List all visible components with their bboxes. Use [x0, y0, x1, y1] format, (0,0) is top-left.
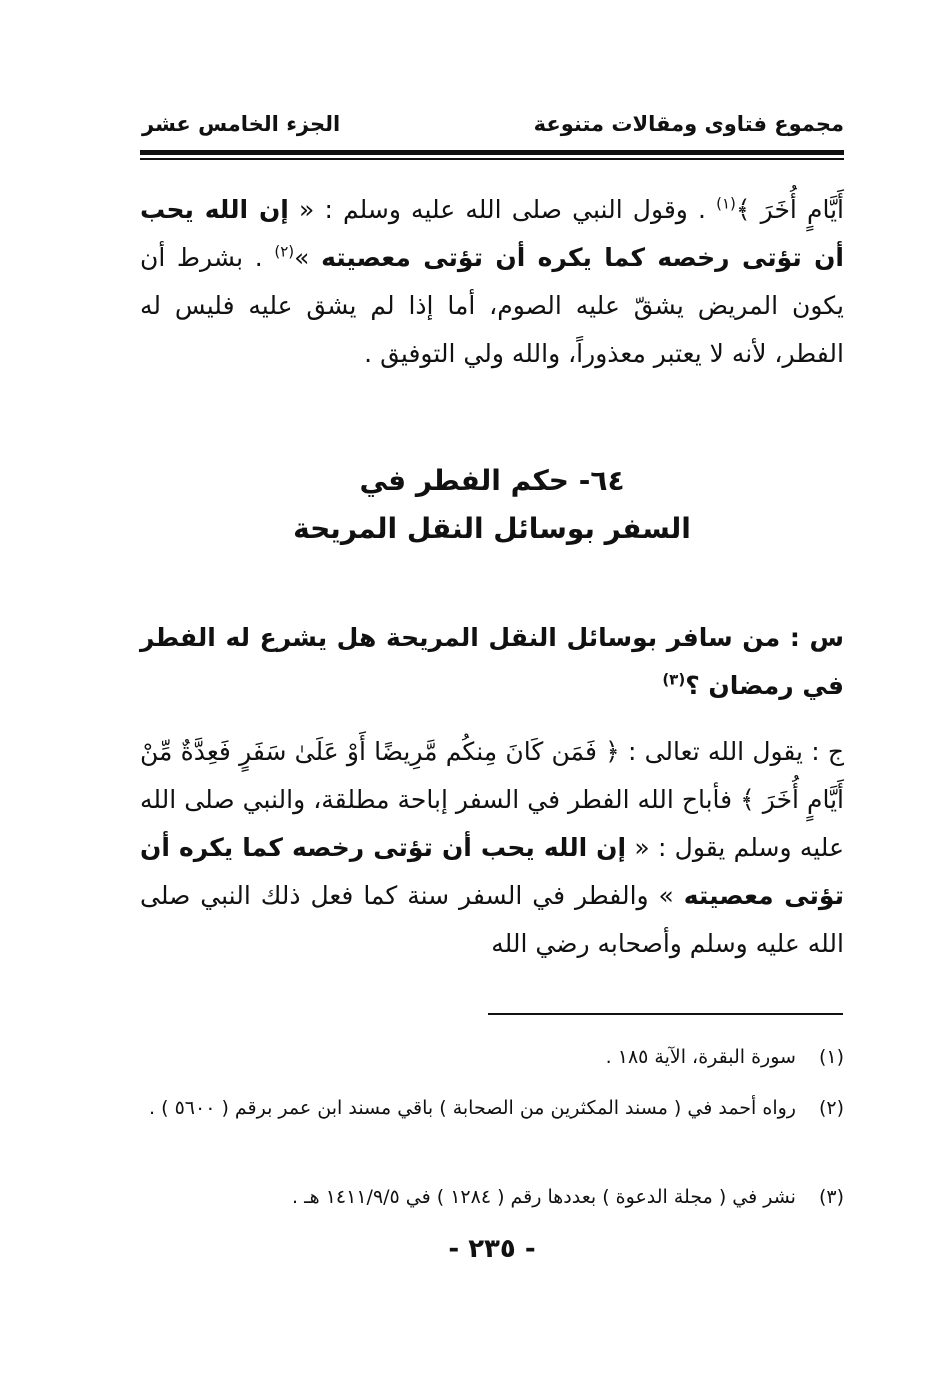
footnote-3	[140, 1180, 844, 1215]
question	[140, 614, 844, 710]
footnote-number: (٣)	[818, 1186, 844, 1208]
answer	[140, 728, 844, 968]
footnote-text: رواه أحمد في ( مسند المكثرين من الصحابة ) باقي مسند ابن عمر برقم ( ٥٦٠٠ ) .	[149, 1097, 796, 1119]
hadith-text: إن الله يحب أن تؤتى رخصه كما يكره أن تؤتى معصيته	[140, 195, 844, 272]
answer-hadith: إن الله يحب أن تؤتى رخصه كما يكره أن تؤتى معصيته	[140, 833, 844, 910]
footnote-mark-2: (٢)	[274, 242, 295, 261]
footnote-text: سورة البقرة، الآية ١٨٥ .	[605, 1046, 796, 1068]
intro-paragraph	[140, 186, 844, 378]
answer-text-2: » والفطر في السفر سنة كما فعل ذلك النبي صلى الله عليه وسلم وأصحابه رضي الله	[140, 881, 844, 958]
footnote-1	[140, 1040, 844, 1075]
page-number: - ٢٣٥ -	[448, 1234, 536, 1264]
footnote-number: (٢)	[818, 1097, 844, 1119]
section-title-line2: السفر بوسائل النقل المريحة	[293, 512, 691, 545]
section-title-line1: ٦٤- حكم الفطر في	[359, 464, 625, 497]
question-text: س : من سافر بوسائل النقل المريحة هل يشرع له الفطر في رمضان ؟	[140, 623, 844, 700]
footnote-text: نشر في ( مجلة الدعوة ) بعددها رقم ( ١٢٨٤ ) في ١٤١١/٩/٥ هـ .	[292, 1186, 796, 1208]
footnote-number: (١)	[818, 1046, 844, 1068]
intro-text-2: . بشرط أن يكون المريض يشقّ عليه الصوم، أما إذا لم يشق عليه فليس له الفطر، لأنه لا يعتبر معذوراً، والله ولي التوفيق .	[140, 243, 844, 368]
footnote-2	[140, 1091, 844, 1126]
header-rule-thin	[140, 158, 844, 160]
hadith-close: »	[294, 243, 310, 272]
book-title: مجموع فتاوى ومقالات متنوعة	[533, 112, 844, 136]
footnote-separator	[488, 1013, 843, 1015]
quran-tail: أَيَّامٍ أُخَرَ ﴾	[735, 195, 844, 224]
footnote-mark-1: (١)	[716, 194, 736, 213]
intro-text-1: . وقول النبي صلى الله عليه وسلم : «	[299, 195, 706, 224]
footnote-mark-3: (٣)	[662, 670, 686, 689]
volume-label: الجزء الخامس عشر	[142, 112, 341, 136]
header-rule-thick	[140, 150, 844, 155]
answer-text-1: ج : يقول الله تعالى : ﴿ فَمَن كَانَ مِنكُم مَّرِيضًا أَوْ عَلَىٰ سَفَرٍ فَعِدَّةٌ مِّنْ أَيَّامٍ أُخَرَ ﴾ فأباح الله الفطر في السفر إباحة مطلقة، والنبي صلى الله عليه وسلم يقول : «	[140, 737, 844, 862]
running-header	[140, 104, 844, 144]
